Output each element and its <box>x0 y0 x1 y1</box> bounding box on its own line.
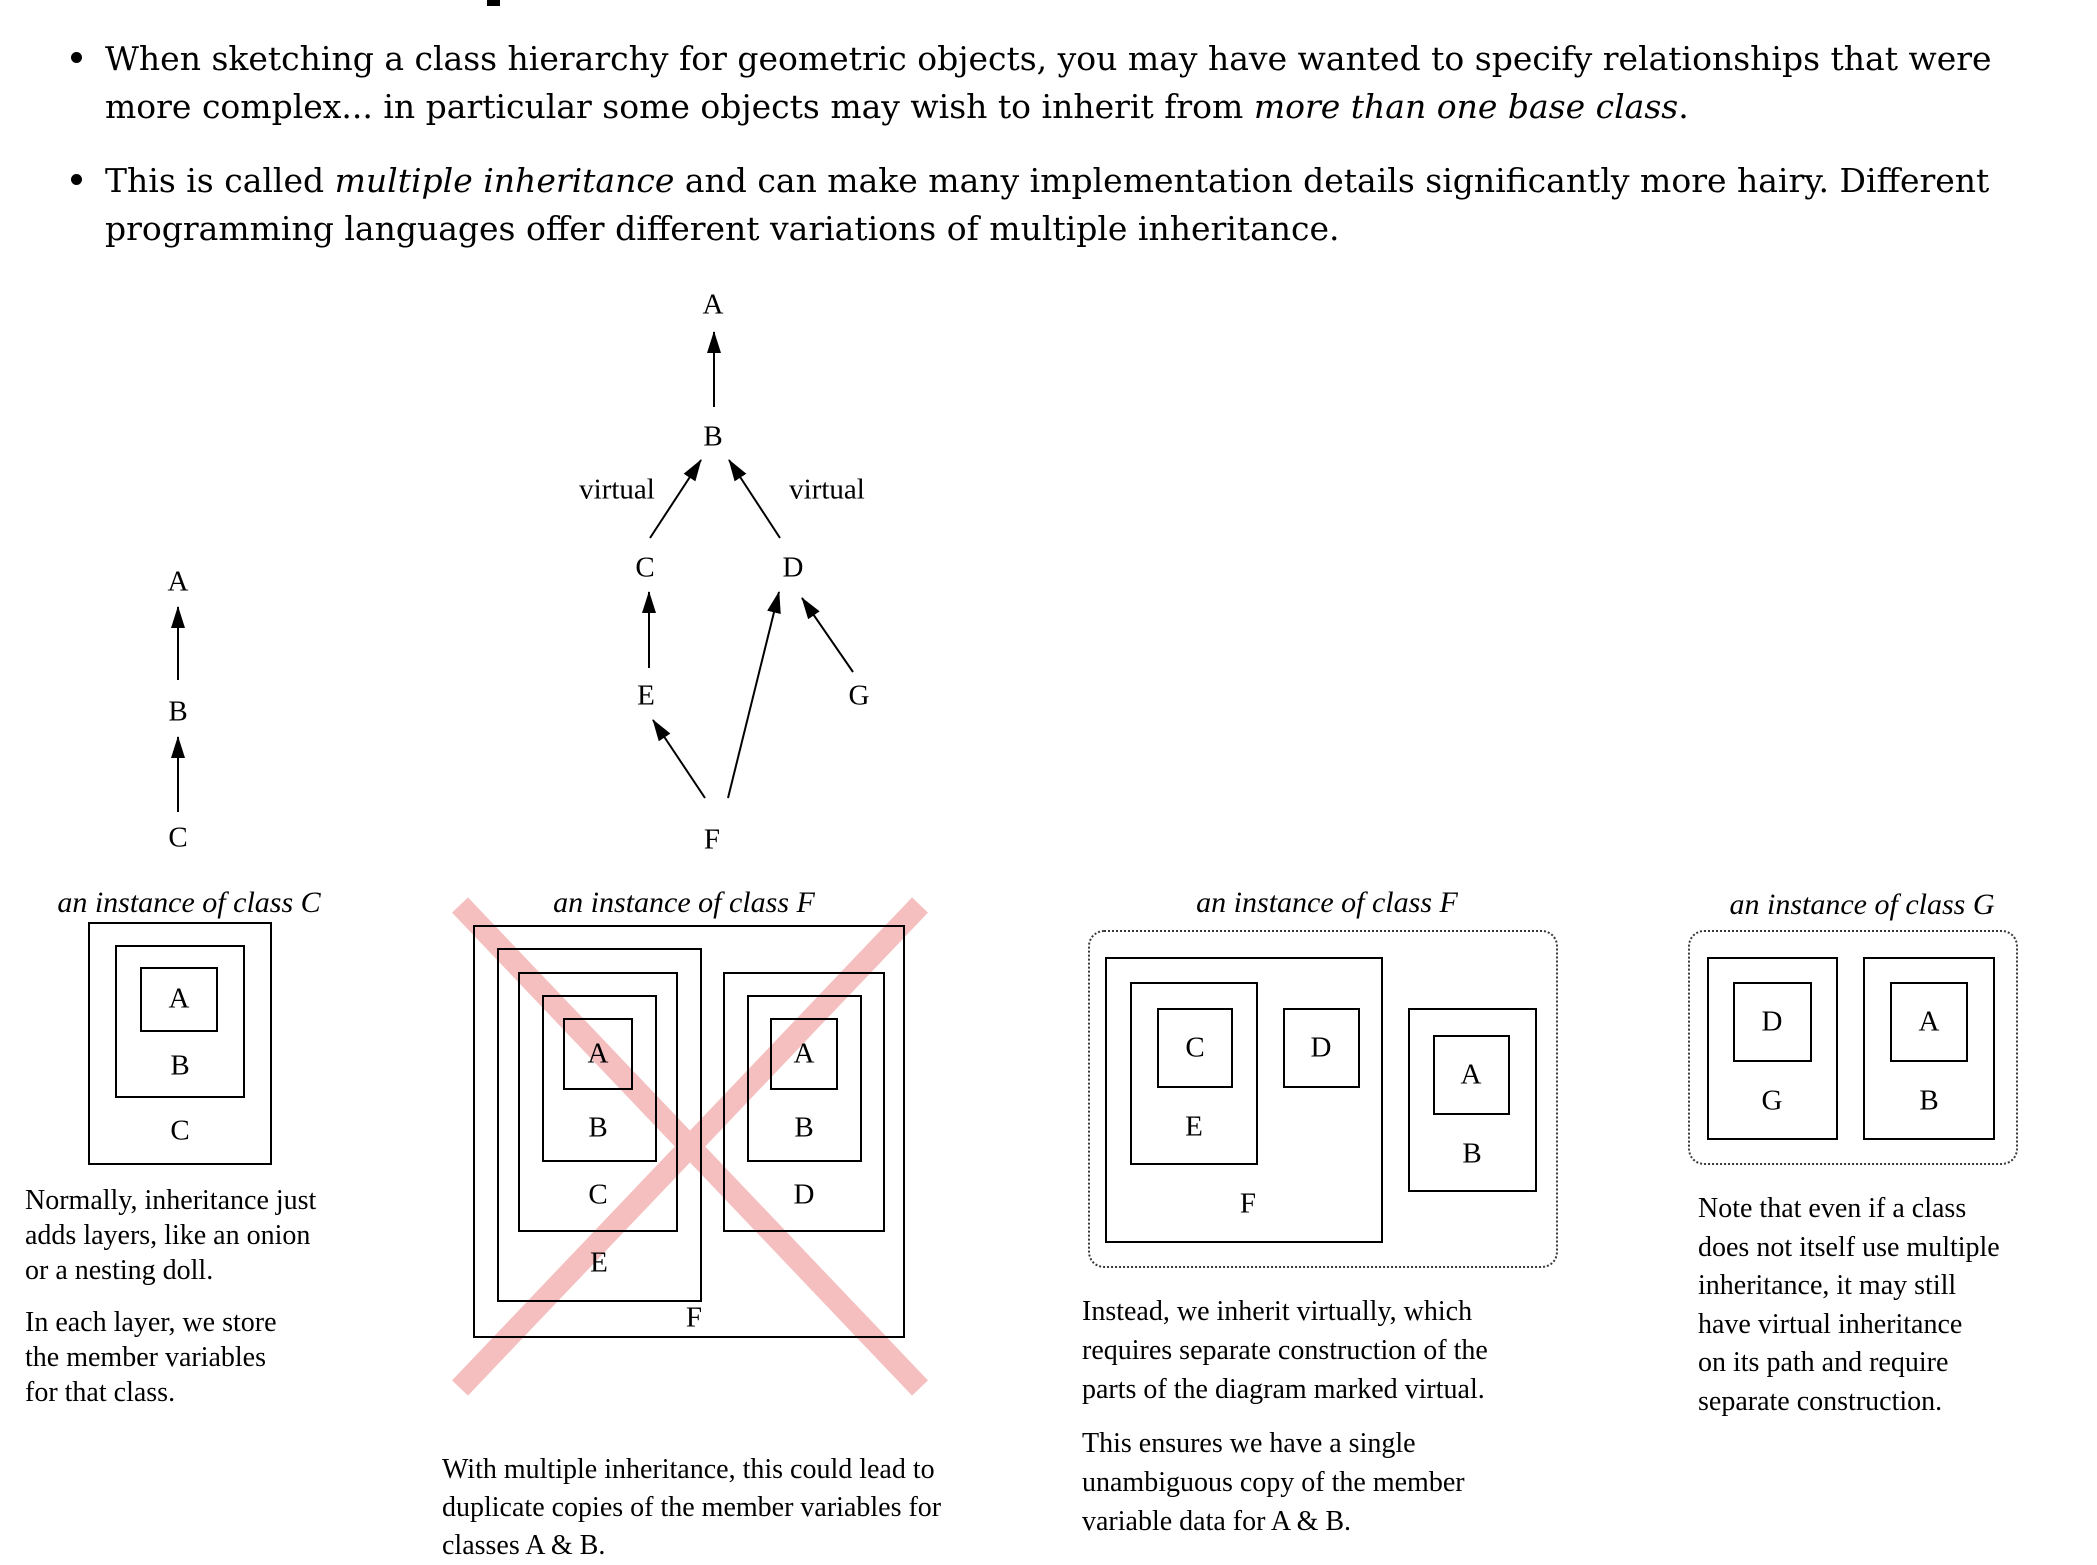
panel-g-label-b: B <box>1919 1084 1939 1117</box>
panel-f-duplicate-para-line3: classes A & B. <box>442 1530 606 1561</box>
panel-f-duplicate-label-b-left: B <box>588 1111 608 1144</box>
panel-g-label-g: G <box>1761 1084 1783 1117</box>
hierarchy-node-f: F <box>703 823 721 856</box>
panel-c-label-c: C <box>170 1114 190 1147</box>
panel-c-para2-line2: the member variables <box>25 1342 267 1373</box>
panel-c-label-a: A <box>168 982 190 1015</box>
panel-c-para1-line1: Normally, inheritance just <box>25 1185 317 1216</box>
bullet-2-text-italic: multiple inheritance <box>334 161 675 200</box>
panel-f-virtual-paragraph-2 <box>1082 1424 1465 1541</box>
panel-f-virtual-label-d: D <box>1310 1031 1332 1064</box>
panel-f-virtual-para2-line2: unambiguous copy of the member <box>1082 1467 1465 1498</box>
panel-f-duplicate-para-line2: duplicate copies of the member variables for <box>442 1492 942 1523</box>
hierarchy-node-a: A <box>702 288 724 321</box>
panel-f-duplicate-label-f: F <box>685 1301 703 1334</box>
bullet-marker-1 <box>71 52 82 63</box>
hierarchy-node-e: E <box>637 679 655 712</box>
panel-f-virtual-para2-line3: variable data for A & B. <box>1082 1506 1352 1537</box>
arrow-f-to-e <box>653 720 705 798</box>
arrow-g-to-d <box>802 598 853 672</box>
virtual-label-right: virtual <box>789 473 865 506</box>
hierarchy-node-d: D <box>782 551 804 584</box>
panel-f-virtual-para1-line2: requires separate construction of the <box>1082 1335 1488 1366</box>
panel-g-para-line3: inheritance, it may still <box>1698 1270 1957 1301</box>
panel-f-duplicate-label-d: D <box>793 1178 815 1211</box>
panel-f-virtual-label-c: C <box>1185 1031 1205 1064</box>
cut-off-title-fragment <box>487 0 500 6</box>
arrow-f-to-d <box>728 592 779 798</box>
panel-f-virtual-para1-line1: Instead, we inherit virtually, which <box>1082 1296 1473 1327</box>
panel-c-caption: an instance of class C <box>57 886 321 919</box>
bullet-1-text-pre: more complex... in particular some objects may wish to inherit from <box>105 87 1254 126</box>
panel-g-label-d: D <box>1761 1005 1783 1038</box>
bullet-1-line-2 <box>105 83 1992 131</box>
panel-f-duplicate-label-c: C <box>588 1178 608 1211</box>
panel-g-para-line6: separate construction. <box>1698 1385 1943 1417</box>
panel-f-duplicate-label-e: E <box>590 1246 608 1279</box>
left-hierarchy-node-c: C <box>168 821 188 854</box>
arrow-c-to-b-virtual <box>650 460 701 538</box>
panel-f-virtual-para2-line1: This ensures we have a single <box>1082 1428 1416 1459</box>
bullet-2-text-pre: This is called <box>105 161 335 200</box>
hierarchy-node-c: C <box>635 551 655 584</box>
panel-g-label-a: A <box>1918 1005 1940 1038</box>
bullet-1-text-italic: more than one base class <box>1253 87 1679 126</box>
panel-c-paragraph-1 <box>25 1183 316 1288</box>
panel-g-para-line1: Note that even if a class <box>1698 1193 1967 1224</box>
panel-f-virtual-label-b: B <box>1462 1137 1482 1170</box>
bullet-2 <box>105 157 1989 253</box>
bullet-1-text: When sketching a class hierarchy for geometric objects, you may have wanted to specify relationships that were <box>105 39 1992 78</box>
panel-f-duplicate-caption: an instance of class F <box>553 886 815 919</box>
panel-g-caption: an instance of class G <box>1729 888 1995 921</box>
hierarchy-node-g: G <box>848 679 870 712</box>
bullet-1-line-1 <box>105 35 1992 83</box>
panel-f-duplicate-label-a-left: A <box>587 1037 609 1070</box>
panel-f-virtual-paragraph-1 <box>1082 1292 1488 1409</box>
arrow-d-to-b-virtual <box>729 460 780 538</box>
bullet-2-text-post: and can make many implementation details significantly more hairy. Different <box>674 161 1990 200</box>
panel-g-para-line5: on its path and require <box>1698 1347 1949 1378</box>
panel-g-para-line2: does not itself use multiple <box>1698 1231 2000 1263</box>
panel-g-paragraph <box>1698 1190 2000 1421</box>
bullet-marker-2 <box>71 174 82 185</box>
panel-f-duplicate-paragraph <box>442 1451 941 1565</box>
bullet-2-line-1 <box>105 157 1989 205</box>
virtual-label-left: virtual <box>579 473 655 506</box>
hierarchy-node-b: B <box>703 420 723 453</box>
panel-c-label-b: B <box>170 1049 190 1082</box>
panel-c-para1-line2: adds layers, like an onion <box>25 1220 311 1251</box>
panel-g-para-line4: have virtual inheritance <box>1698 1308 1963 1340</box>
panel-f-virtual-label-a: A <box>1460 1058 1482 1091</box>
panel-f-virtual-para1-line3: parts of the diagram marked virtual. <box>1082 1374 1485 1405</box>
panel-f-duplicate-para-line1: With multiple inheritance, this could lead to <box>442 1454 935 1485</box>
panel-f-duplicate-label-b-right: B <box>794 1111 814 1144</box>
panel-f-duplicate-label-a-right: A <box>793 1037 815 1070</box>
bullet-1 <box>105 35 1992 131</box>
panel-c-para2-line3: for that class. <box>25 1377 176 1408</box>
bullet-2-text: programming languages offer different variations of multiple inheritance. <box>105 209 1340 248</box>
bullet-1-text-post: . <box>1678 87 1689 126</box>
panel-f-virtual-label-f: F <box>1239 1187 1257 1220</box>
left-hierarchy-node-b: B <box>168 695 188 728</box>
bullet-2-line-2 <box>105 205 1989 253</box>
panel-f-virtual-label-e: E <box>1185 1110 1203 1143</box>
panel-c-para1-line3: or a nesting doll. <box>25 1255 214 1286</box>
panel-f-virtual-caption: an instance of class F <box>1196 886 1458 919</box>
panel-c-paragraph-2 <box>25 1305 277 1410</box>
panel-c-para2-line1: In each layer, we store <box>25 1307 277 1338</box>
left-hierarchy-node-a: A <box>167 565 189 598</box>
